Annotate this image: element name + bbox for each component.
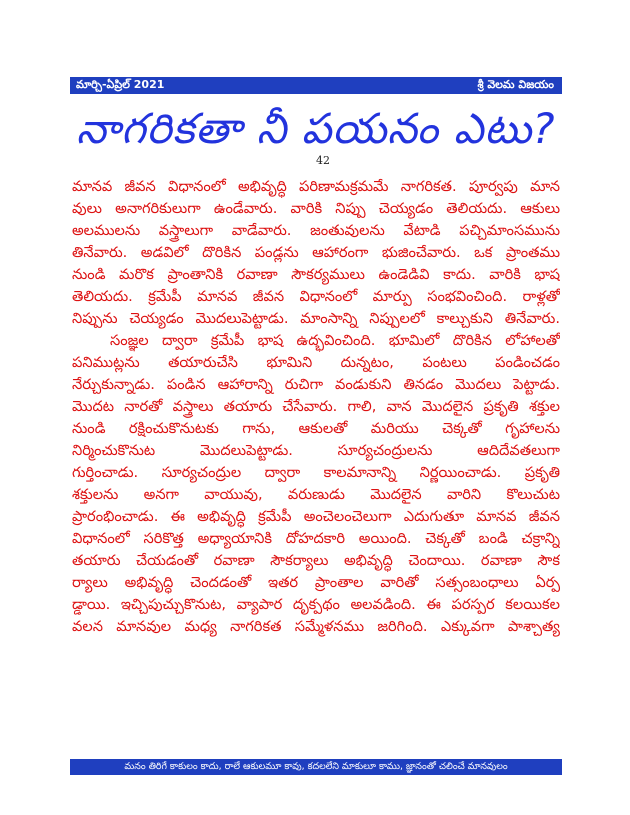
magazine-page bbox=[70, 77, 562, 777]
body-line: నిర్మించుకొనుట మొదలుపెట్టాడు. సూర్యచంద్రులను ఆదిదేవతలుగా bbox=[72, 442, 560, 459]
issue-date: మార్చి-ఏప్రిల్ 2021 bbox=[76, 78, 165, 91]
page-header bbox=[70, 77, 562, 94]
body-line: గుర్తించాడు. సూర్యచంద్రుల ద్వారా కాలమానాన్ని నిర్ణయించాడు. ప్రకృతి bbox=[72, 464, 560, 481]
page-footer: మనం తిరిగే కాకులం కాదు, రాలే ఆకులమూ కావు, కదలలేని మాకులూ కాము, జ్ఞానంతో చలించే మానవులం bbox=[70, 759, 562, 775]
body-line: ప్రారంభించాడు. ఈ అభివృద్ధి క్రమేపీ అంచెలంచెలుగా ఎదుగుతూ మానవ జీవన bbox=[72, 508, 560, 525]
body-line: సంజ్ఞల ద్వారా క్రమేపీ భాష ఉద్భవించింది. భూమిలో దొరికిన లోహాలతో bbox=[110, 332, 560, 349]
body-line: తయారు చేయడంతో రవాణా సౌకర్యాలు అభివృద్ధి చెందాయి. రవాణా సౌక bbox=[72, 552, 560, 569]
magazine-name: శ్రీ వెలమ విజయం bbox=[477, 78, 554, 91]
body-line: తెలియదు. క్రమేపీ మానవ జీవన విధానంలో మార్పు సంభవించింది. రాళ్లతో bbox=[72, 288, 560, 305]
body-line: నుండి రక్షించుకొనుటకు గాను, ఆకులతో మరియు చెక్కతో గృహాలను bbox=[72, 420, 560, 437]
body-line: నేర్చుకున్నాడు. పండిన ఆహారాన్ని రుచిగా వండుకుని తినడం మొదలు పెట్టాడు. bbox=[72, 376, 560, 393]
body-line: మొదట నారతో వస్త్రాలు తయారు చేసేవారు. గాలి, వాన మొదలైన ప్రకృతి శక్తుల bbox=[72, 398, 560, 415]
page-number: 42 bbox=[316, 154, 330, 167]
body-line: వలన మానవుల మధ్య నాగరికత సమ్మేళనము జరిగింది. ఎక్కువగా పాశ్చాత్య bbox=[72, 618, 560, 635]
article-title: నాగరికతా నీ పయనం ఎటు? bbox=[76, 104, 556, 153]
body-line: విధానంలో సరికొత్త అధ్యాయానికి దోహదకారి అయింది. చెక్కతో బండి చక్రాన్ని bbox=[72, 530, 560, 547]
body-line: అలములను వస్త్రాలుగా వాడేవారు. జంతువులను వేటాడి పచ్చిమాంసమును bbox=[72, 222, 560, 239]
article-body bbox=[72, 176, 560, 638]
body-line: ర్యాలు అభివృద్ధి చెందడంతో ఇతర ప్రాంతాల వారితో సత్సంబంధాలు ఏర్ప bbox=[72, 574, 560, 591]
body-line: డ్డాయి. ఇచ్చిపుచ్చుకొనుట, వ్యాపార దృక్పథం అలవడింది. ఈ పరస్పర కలయికల bbox=[72, 596, 560, 613]
body-line: పనిముట్లను తయారుచేసి భూమిని దున్నటం, పంటలు పండించడం bbox=[72, 354, 560, 371]
body-line: నిప్పును చెయ్యడం మొదలుపెట్టాడు. మాంసాన్ని నిప్పులలో కాల్చుకుని తినేవారు. bbox=[72, 310, 560, 327]
body-line: తినేవారు. అడవిలో దొరికిన పండ్లను ఆహారంగా భుజించేవారు. ఒక ప్రాంతము bbox=[72, 244, 560, 261]
body-line: శక్తులను అనగా వాయువు, వరుణుడు మొదలైన వారిని కొలుచుట bbox=[72, 486, 560, 503]
body-line: నుండి మరొక ప్రాంతానికి రవాణా సౌకర్యములు ఉండెడివి కాదు. వారికి భాష bbox=[72, 266, 560, 283]
body-line: వులు అనాగరికులుగా ఉండేవారు. వారికి నిప్పు చెయ్యడం తెలియదు. ఆకులు bbox=[72, 200, 560, 217]
body-line: మానవ జీవన విధానంలో అభివృద్ధి పరిణామక్రమమే నాగరికత. పూర్వపు మాన bbox=[72, 178, 560, 195]
